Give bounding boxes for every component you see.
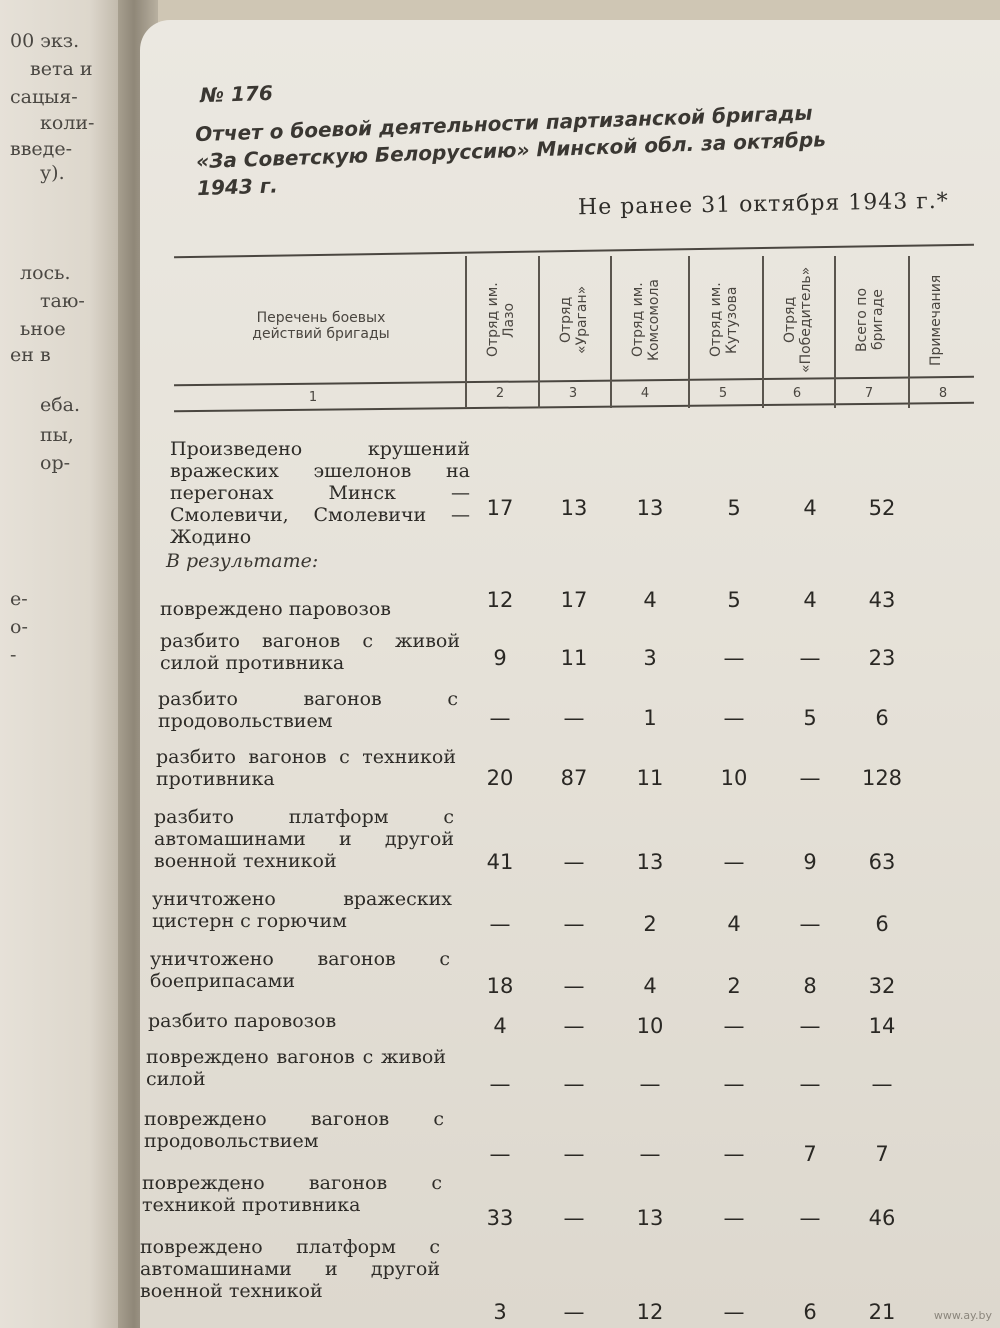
watermark: www.ay.by [933, 1309, 992, 1322]
table-cell: — [799, 1206, 821, 1230]
table-cell: — [723, 1300, 745, 1324]
table-cell: 6 [875, 912, 889, 936]
left-page-fragment: коли- [40, 112, 95, 134]
table-cell: 6 [803, 1300, 817, 1324]
table-cell: 10 [636, 1014, 664, 1038]
table-cell: 12 [636, 1300, 664, 1324]
table-row-label: повреждено паровозов [160, 598, 391, 620]
table-cell: — [563, 1206, 585, 1230]
table-cell: 87 [560, 766, 588, 790]
table-cell: — [723, 850, 745, 874]
table-cell: — [639, 1142, 661, 1166]
table-cell: 63 [868, 850, 896, 874]
table-cell: — [871, 1072, 893, 1096]
table-cell: — [799, 1014, 821, 1038]
left-page-fragment: пы, [40, 424, 74, 446]
document-number: № 176 [199, 80, 274, 108]
table-cell: 43 [868, 588, 896, 612]
document-title: Отчет о боевой деятельности партизанской бригады «За Советскую Белоруссию» Минской обл. за октябрь 1943 г. [194, 100, 827, 201]
table-cell: 6 [875, 706, 889, 730]
table-cell: 13 [636, 496, 664, 520]
table-row-label: разбито паровозов [148, 1010, 337, 1032]
left-page-fragment: вета и [30, 58, 93, 80]
table-row-label: уничтожено вагонов с боеприпасами [150, 948, 450, 992]
column-number-3: 3 [568, 386, 578, 401]
table-row-label: разбито вагонов с живой силой противника [160, 630, 460, 674]
column-number-4: 4 [640, 386, 650, 401]
table-cell: 4 [643, 974, 657, 998]
table-cell: 5 [727, 496, 741, 520]
table-row-label: разбито платформ с автомашинами и другой военной техникой [154, 806, 454, 872]
column-number-7: 7 [864, 386, 874, 401]
column-number-1: 1 [308, 390, 318, 405]
table-cell: 3 [493, 1300, 507, 1324]
column-divider [610, 256, 612, 408]
column-number-5: 5 [718, 386, 728, 401]
table-row-label: разбито вагонов с техникой противника [156, 746, 456, 790]
table-cell: — [799, 912, 821, 936]
column-header-8: Примечания [928, 274, 944, 366]
table-cell: 14 [868, 1014, 896, 1038]
table-cell: — [563, 706, 585, 730]
table-cell: 18 [486, 974, 514, 998]
table-row-label: повреждено вагонов с живой силой [146, 1046, 446, 1090]
column-number-8: 8 [938, 386, 948, 401]
table-cell: 4 [727, 912, 741, 936]
table-row-label: повреждено платформ с автомашинами и другой военной техникой [140, 1236, 440, 1302]
table-cell: — [563, 974, 585, 998]
section-label: В результате: [166, 550, 319, 572]
document-date: Не ранее 31 октября 1943 г.* [577, 188, 950, 221]
table-row-label: Произведено крушений вражеских эшелонов на перегонах Минск — Смолевичи, Смолевичи — Жодино [170, 438, 470, 548]
table-cell: 11 [636, 766, 664, 790]
table-cell: 5 [803, 706, 817, 730]
column-header-5: Отряд им. Кутузова [708, 282, 740, 358]
table-mid-rule [174, 376, 974, 386]
table-cell: — [489, 706, 511, 730]
column-divider [834, 256, 836, 408]
table-row-label: разбито вагонов с продовольствием [158, 688, 458, 732]
column-header-1: Перечень боевых действий бригады [252, 310, 390, 342]
table-row-label: повреждено вагонов с продовольствием [144, 1108, 444, 1152]
table-cell: 7 [803, 1142, 817, 1166]
table-cell: 11 [560, 646, 588, 670]
table-header-bottom-rule [174, 402, 974, 412]
table-cell: 21 [868, 1300, 896, 1324]
left-page-fragment: лось. [20, 262, 71, 284]
table-cell: 41 [486, 850, 514, 874]
column-number-2: 2 [495, 386, 505, 401]
column-header-3: Отряд «Ураган» [558, 285, 590, 355]
left-page-fragment: 00 экз. [10, 30, 80, 52]
column-header-7: Всего по бригаде [854, 288, 886, 353]
table-cell: 5 [727, 588, 741, 612]
left-page-fragment: введе- [10, 138, 73, 160]
table-cell: 33 [486, 1206, 514, 1230]
table-cell: 46 [868, 1206, 896, 1230]
table-cell: 9 [493, 646, 507, 670]
column-header-2: Отряд им. Лазо [485, 282, 517, 358]
table-cell: 4 [493, 1014, 507, 1038]
table-cell: — [723, 1206, 745, 1230]
table-cell: — [799, 766, 821, 790]
table-cell: 3 [643, 646, 657, 670]
table-top-rule [174, 244, 974, 259]
table-cell: 13 [560, 496, 588, 520]
column-divider [538, 256, 540, 408]
table-row-label: уничтожено вражеских цистерн с горючим [152, 888, 452, 932]
column-divider [465, 256, 467, 408]
left-page-fragment: ор- [40, 452, 71, 474]
table-cell: 12 [486, 588, 514, 612]
column-number-6: 6 [792, 386, 802, 401]
table-cell: 2 [727, 974, 741, 998]
column-header-6: Отряд «Победитель» [782, 266, 814, 374]
table-cell: 17 [560, 588, 588, 612]
column-divider [762, 256, 764, 408]
table-cell: — [723, 646, 745, 670]
table-cell: — [799, 646, 821, 670]
table-cell: — [563, 1072, 585, 1096]
table-cell: — [723, 1072, 745, 1096]
table-cell: 1 [643, 706, 657, 730]
table-cell: 13 [636, 1206, 664, 1230]
left-page-fragment: сацыя- [10, 86, 78, 108]
column-divider [688, 256, 690, 408]
table-cell: — [723, 1142, 745, 1166]
table-cell: — [563, 850, 585, 874]
table-cell: — [489, 912, 511, 936]
table-cell: — [563, 912, 585, 936]
table-cell: 2 [643, 912, 657, 936]
table-cell: — [799, 1072, 821, 1096]
table-cell: — [563, 1300, 585, 1324]
table-row-label: повреждено вагонов с техникой противника [142, 1172, 442, 1216]
table-cell: — [489, 1072, 511, 1096]
left-page-fragment: у). [40, 162, 65, 184]
table-cell: 4 [803, 496, 817, 520]
column-divider [908, 256, 910, 408]
left-page [0, 0, 128, 1328]
table-cell: — [563, 1014, 585, 1038]
table-cell: — [723, 1014, 745, 1038]
left-page-fragment: ьное [20, 318, 66, 340]
table-cell: 4 [803, 588, 817, 612]
left-page-fragment: еба. [40, 394, 81, 416]
table-cell: 52 [868, 496, 896, 520]
column-header-4: Отряд им. Комсомола [630, 279, 662, 361]
table-cell: 13 [636, 850, 664, 874]
table-cell: 128 [861, 766, 903, 790]
table-cell: 20 [486, 766, 514, 790]
left-page-fragment: - [10, 644, 17, 666]
book-page [140, 20, 1000, 1328]
table-cell: 9 [803, 850, 817, 874]
table-cell: 7 [875, 1142, 889, 1166]
left-page-fragment: таю- [40, 290, 85, 312]
table-cell: 23 [868, 646, 896, 670]
table-cell: — [563, 1142, 585, 1166]
table-cell: 8 [803, 974, 817, 998]
left-page-fragment: о- [10, 616, 28, 638]
left-page-fragment: е- [10, 588, 28, 610]
table-cell: 17 [486, 496, 514, 520]
table-cell: 4 [643, 588, 657, 612]
table-cell: — [489, 1142, 511, 1166]
table-cell: — [639, 1072, 661, 1096]
table-cell: 10 [720, 766, 748, 790]
table-cell: — [723, 706, 745, 730]
left-page-fragment: ен в [10, 344, 51, 366]
table-cell: 32 [868, 974, 896, 998]
